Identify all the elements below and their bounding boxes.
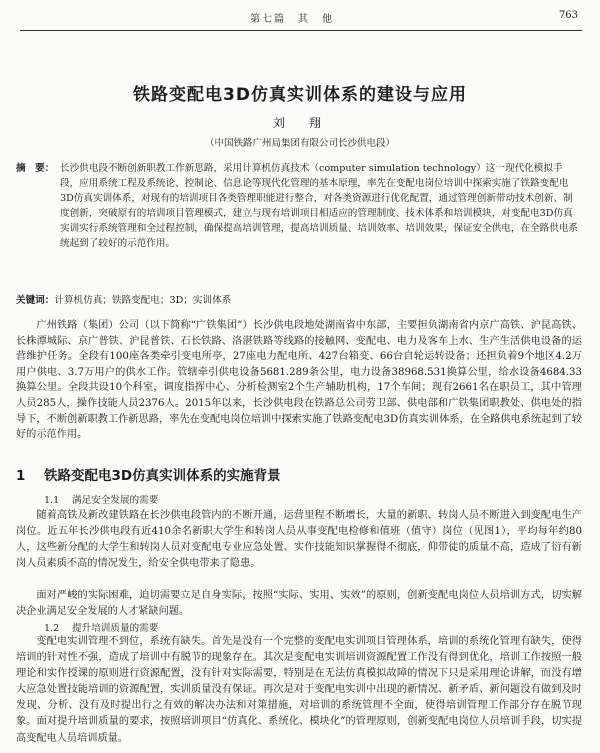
subsection-heading-1-1 [44, 492, 158, 506]
section-heading [16, 464, 582, 484]
body-paragraph: 变配电实训管理不到位，系统有缺失。首先是没有一个完整的变配电实训项目管理体系，培训的系统化管理有缺失，使得培训的针对性不强，造成了培训中有脱节的现象存在。其次是变配电实训培训资源配置工作没有得到优化，培训工作按照一般理论和实作授课的原则进行资源配置，没有针对实际需要，特别是在无法仿真模拟故障的情况下只是采用理论讲解，而没有增大应急处置技能培训的资源配置，实训质量没有保证。再次是对于变配电实训中出现的新情况、新矛盾、新问题没有做到及时发现、分析、没有及时提出行之有效的解决办法和对策措施，对培训的系统管理不全面，使得培训管理工作部分存在脱节现象。面对提升培训质量的要求，按照培训项目“仿真化、系统化、模块化”的管理原则，创新变配电岗位人员培训手段，切实提高变配电人员培训质量。 [16, 636, 582, 744]
section-number: 1 [16, 468, 26, 484]
abstract-text: 长沙供电段不断创新职教工作新思路，采用计算机仿真技术（computer simulation technology）这一现代化模拟手段，应用系统工程及系统论、控制论、信息论等现代化管理的基本原理，率先在变配电岗位培训中探索实施了铁路变配电3D仿真实训体系，对现有的培训项目各类管理职能进行整合，对各类资源进行优化配置，通过管理创新带动技术创新、制度创新，突破原有的培训项目管理模式，建立与现有培训项目相适应的管理制度、技术体系和培训模块，对变配电3D仿真实训实行系统管理和全过程控制，确保提高培训管理，提高培训质量、培训效率、培训效果，保证安全供电，在全路供电系统起到了较好的示范作用。 [60, 163, 579, 249]
keywords [16, 292, 582, 306]
subsection-number: 1.1 [44, 495, 60, 506]
affiliation: （中国铁路广州局集团有限公司长沙供电段） [204, 138, 395, 149]
header-rule [20, 30, 582, 31]
page-number: 763 [558, 10, 578, 21]
section-title: 铁路变配电3D仿真实训体系的实施背景 [44, 468, 281, 484]
abstract-label: 摘 要： [16, 163, 55, 174]
running-header [0, 10, 600, 26]
running-header-section: 第七篇 其 他 [250, 14, 334, 25]
subsection-number: 1.2 [44, 623, 60, 634]
intro-paragraph: 广州铁路（集团）公司（以下简称“广铁集团”）长沙供电段地处湖南省中东部，主要担负湖南省内京广高铁、沪昆高铁、长株潭城际、京广普铁、沪昆普铁、石长铁路、洛湛铁路等线路的接触网、变配电、电力及客车上水、生产生活供电设备的运营维护任务。全段有100座各类牵引变电所亭，27座电力配电所、427台箱变、66台自轮运转设备；还担负着9个地区4.2万用户供电、3.7万用户的供水工作。管辖牵引供电设备5681.289条公里，电力设备38968.531换算公里，给水设备4684.33换算公里。全段共设10个科室，调度指挥中心、分析检测室2个生产辅助机构，17个车间；现有2661名在职员工，其中管理人员285人，操作技能人员2376人。2015年以来，长沙供电段在铁路总公司劳卫部、供电部和广铁集团职教处、供电处的指导下，不断创新职教工作新思路，率先在变配电岗位培训中探索实施了铁路变配电3D仿真实训体系，在全路供电系统起到了较好的示范作用。 [16, 320, 582, 441]
body-paragraph: 面对严峻的实际困难，迫切需要立足自身实际，按照“实际、实用、实效”的原则，创新变配电岗位人员培训方式，切实解决企业满足安全发展的人才紧缺问题。 [16, 590, 582, 618]
keywords-text: 计算机仿真；铁路变配电；3D；实训体系 [54, 295, 232, 306]
body-paragraph: 随着高铁及新改建铁路在长沙供电段管内的不断开通，运营里程不断增长，大量的新职、转岗人员不断进入到变配电生产岗位。近五年长沙供电段有近410余名新职大学生和转岗人员从事变配电检修和值班（值守）岗位（见图1），平均每年约80人，这些新分配的大学生和转岗人员对变配电专业应急处置、实作技能知识掌握得不彻底，仰带徒的质量不高，造成了衍有新岗人员素质不高的情况发生，给安全供电带来了隐患。 [16, 510, 582, 570]
subsection-heading-1-2 [44, 620, 158, 634]
author: 刘 翔 [272, 116, 327, 130]
subsection-title: 提升培训质量的需要 [72, 623, 159, 634]
paper-title: 铁路变配电3D仿真实训体系的建设与应用 [133, 85, 467, 105]
abstract [16, 162, 580, 251]
subsection-title: 满足安全发展的需要 [72, 495, 159, 506]
keywords-label: 关键词： [16, 295, 55, 306]
